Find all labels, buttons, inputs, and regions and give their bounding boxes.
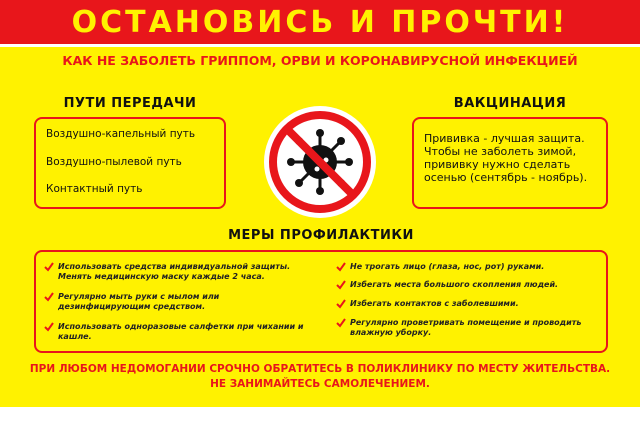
check-icon (336, 318, 346, 328)
check-icon (336, 299, 346, 309)
transmission-item: Контактный путь (46, 183, 143, 195)
vaccination-box (412, 117, 608, 209)
transmission-title: ПУТИ ПЕРЕДАЧИ (63, 96, 197, 111)
prevention-item-text: Регулярно проветривать помещение и проводить влажную уборку. (350, 318, 582, 337)
prevention-item (44, 292, 314, 312)
check-icon (336, 280, 346, 290)
check-icon (44, 292, 54, 302)
prevention-item-text: Регулярно мыть руки с мылом или дезинфицирующим средством. (58, 292, 220, 311)
prevention-item-text: Использовать одноразовые салфетки при чихании и кашле. (58, 322, 304, 341)
vaccination-text: Прививка - лучшая защита. Чтобы не заболеть зимой, прививку нужно сделать осенью (сентябрь - ноябрь). (424, 132, 588, 184)
prevention-item-text: Избегать контактов с заболевшими. (350, 299, 519, 308)
footer-warning-secondary: НЕ ЗАНИМАЙТЕСЬ САМОЛЕЧЕНИЕМ. (210, 378, 430, 390)
prevention-item-text: Использовать средства индивидуальной защиты. Менять медицинскую маску каждые 2 часа. (58, 262, 291, 281)
poster-subtitle: КАК НЕ ЗАБОЛЕТЬ ГРИППОМ, ОРВИ И КОРОНАВИРУСНОЙ ИНФЕКЦИЕЙ (62, 53, 578, 68)
prevention-item (44, 322, 314, 342)
prevention-item (336, 299, 601, 309)
prevention-item (336, 262, 601, 272)
no-virus-icon (262, 104, 378, 220)
prevention-item (44, 262, 314, 282)
prevention-item (336, 280, 601, 290)
prevention-item-text: Избегать места большого скопления людей. (350, 280, 559, 289)
prevention-item-text: Не трогать лицо (глаза, нос, рот) руками. (350, 262, 545, 271)
prevention-item (336, 318, 601, 338)
prevention-title: МЕРЫ ПРОФИЛАКТИКИ (228, 228, 414, 243)
transmission-item: Воздушно-капельный путь (46, 128, 196, 140)
check-icon (44, 322, 54, 332)
footer-warning: ПРИ ЛЮБОМ НЕДОМОГАНИИ СРОЧНО ОБРАТИТЕСЬ В ПОЛИКЛИНИКУ ПО МЕСТУ ЖИТЕЛЬСТВА. (29, 363, 611, 375)
check-icon (336, 262, 346, 272)
prevention-box (34, 250, 608, 353)
poster-title: ОСТАНОВИСЬ И ПРОЧТИ! (0, 0, 640, 44)
check-icon (44, 262, 54, 272)
transmission-item: Воздушно-пылевой путь (46, 156, 182, 168)
vaccination-title: ВАКЦИНАЦИЯ (453, 96, 567, 111)
transmission-box (34, 117, 226, 209)
